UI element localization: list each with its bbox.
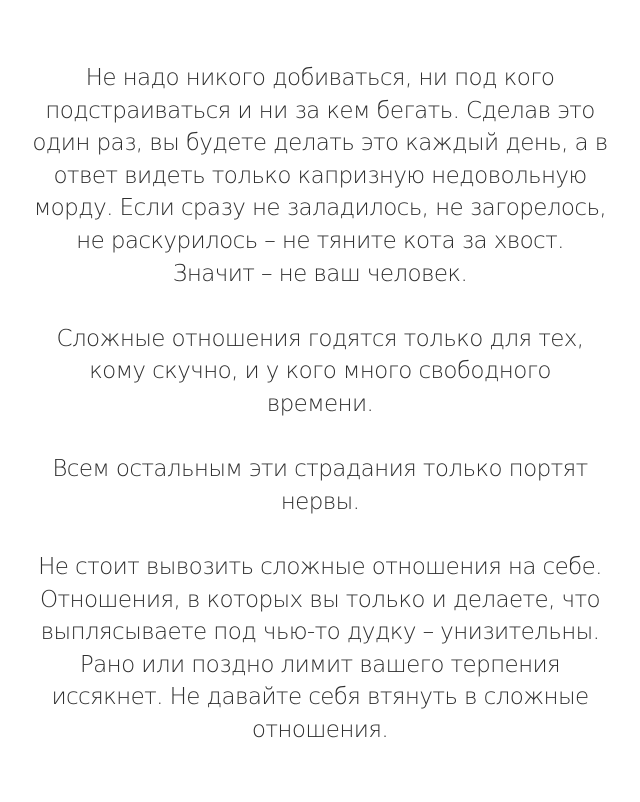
text-line: Не надо никого добиваться, ни под кого	[85, 65, 555, 91]
text-line: Отношения, в которых вы только и делаете, что	[39, 586, 600, 613]
text-line: иссякнет. Не давайте себя втянуть в сложные	[51, 684, 589, 711]
text-line: Рано или поздно лимит вашего терпения	[79, 651, 561, 678]
text-line: ответ видеть только капризную недовольную	[53, 162, 587, 189]
paragraph-2	[0, 323, 640, 421]
paragraph-spacer	[0, 518, 640, 551]
text-line: Сложные отношения годятся только для тех,	[56, 325, 584, 352]
text-line: Значит – не ваш человек.	[172, 260, 468, 287]
text-line: подстраиваться и ни за кем бегать. Сделав это	[45, 97, 595, 124]
text-line: кому скучно, и у кого много свободного	[89, 358, 551, 385]
text-line: нервы.	[280, 488, 360, 515]
text-line: Не стоит вывозить сложные отношения на себе.	[38, 553, 602, 580]
text-line: времени.	[266, 390, 374, 417]
text-line: выплясываете под чью-то дудку – унизительны.	[40, 619, 600, 646]
text-line: отношения.	[251, 716, 389, 743]
text-line: морду. Если сразу не заладилось, не загорелось,	[33, 195, 607, 222]
paragraph-3	[0, 453, 640, 518]
text-line: не раскурилось – не тяните кота за хвост.	[76, 227, 564, 254]
paragraph-4	[0, 551, 640, 747]
paragraph-spacer	[0, 290, 640, 323]
paragraph-1	[0, 62, 640, 290]
paragraph-spacer	[0, 421, 640, 454]
text-line: Всем остальным эти страдания только портят	[52, 456, 588, 483]
text-line: один раз, вы будете делать это каждый день, а в	[32, 130, 608, 157]
